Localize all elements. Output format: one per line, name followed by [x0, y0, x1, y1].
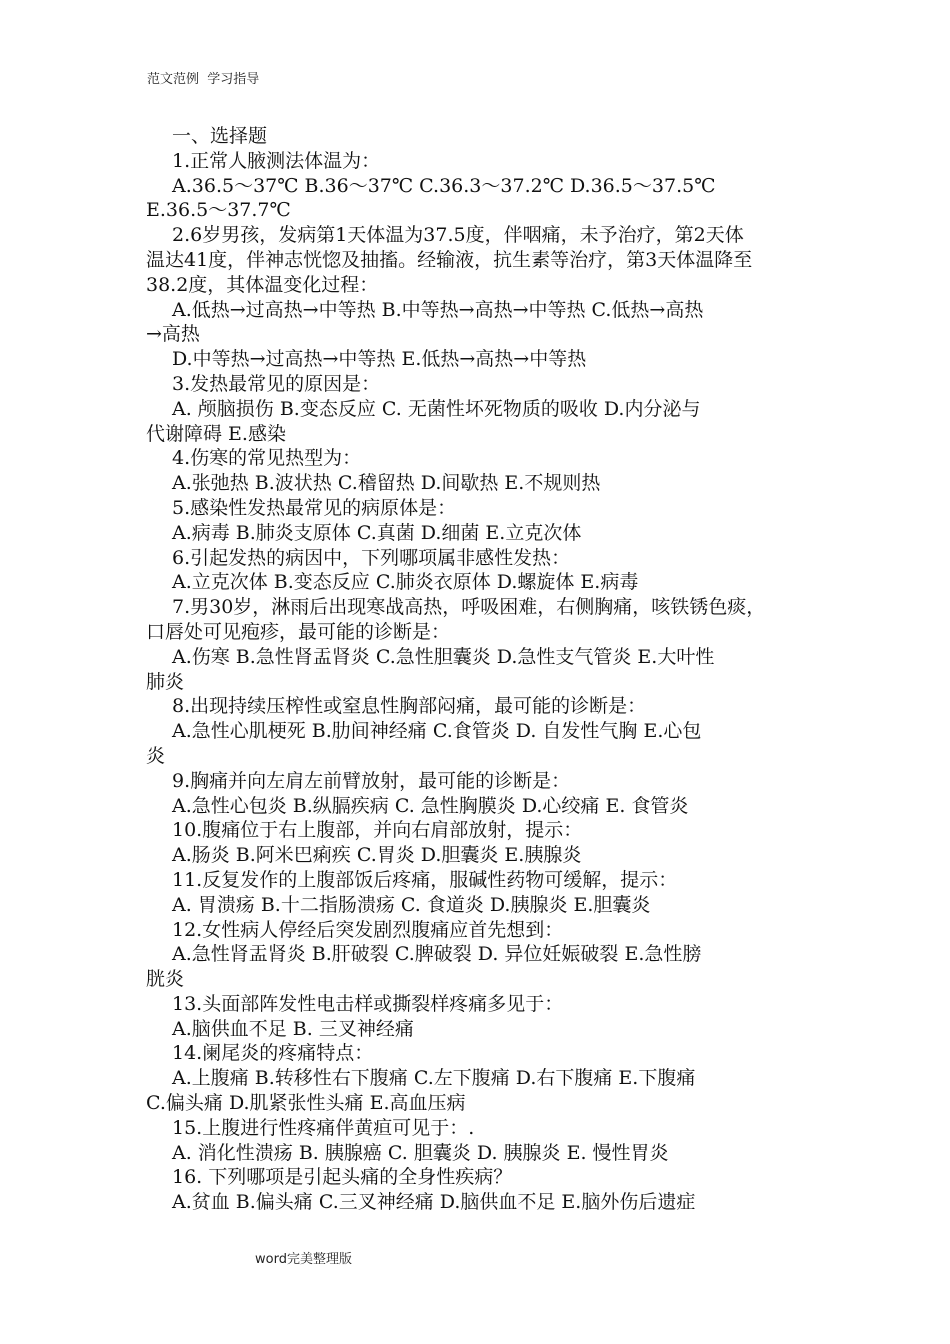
question-2-options-cont: →高热 — [146, 323, 200, 346]
question-1-options: A.36.5～37℃ B.36～37℃ C.36.3～37.2℃ D.36.5～37.5℃ — [172, 174, 716, 197]
question-13: 13.头面部阵发性电击样或撕裂样疼痛多见于： — [172, 992, 564, 1015]
document-body — [146, 124, 810, 1215]
question-9-options: A.急性心包炎 B.纵膈疾病 C. 急性胸膜炎 D.心绞痛 E. 食管炎 — [172, 794, 689, 817]
question-15: 15.上腹进行性疼痛伴黄疸可见于：. — [172, 1116, 475, 1139]
question-9: 9.胸痛并向左肩左前臂放射，最可能的诊断是： — [172, 769, 571, 792]
question-5-options: A.病毒 B.肺炎支原体 C.真菌 D.细菌 E.立克次体 — [172, 521, 582, 544]
question-10: 10.腹痛位于右上腹部，并向右肩部放射，提示： — [172, 819, 583, 842]
question-7: 7.男30岁，淋雨后出现寒战高热，呼吸困难，右侧胸痛，咳铁锈色痰， — [172, 596, 766, 619]
section-title: 一、选择题 — [172, 125, 268, 147]
question-7-options-cont: 肺炎 — [146, 670, 185, 693]
page-header: 范文范例 学习指导 — [147, 72, 260, 87]
question-1: 1.正常人腋测法体温为： — [172, 149, 381, 172]
question-8-options-cont: 炎 — [146, 744, 166, 767]
question-4-options: A.张弛热 B.波状热 C.稽留热 D.间歇热 E.不规则热 — [172, 472, 601, 495]
question-14-options-cont: C.偏头痛 D.肌紧张性头痛 E.高血压病 — [146, 1092, 466, 1115]
question-8: 8.出现持续压榨性或窒息性胸部闷痛，最可能的诊断是： — [172, 695, 647, 718]
question-2-options: A.低热→过高热→中等热 B.中等热→高热→中等热 C.低热→高热 — [172, 298, 704, 321]
question-6: 6.引起发热的病因中，下列哪项属非感性发热： — [172, 546, 571, 569]
question-11: 11.反复发作的上腹部饭后疼痛，服碱性药物可缓解，提示： — [172, 868, 678, 891]
question-15-options: A. 消化性溃疡 B. 胰腺癌 C. 胆囊炎 D. 胰腺炎 E. 慢性胃炎 — [172, 1141, 669, 1164]
page-footer: word完美整理版 — [255, 1252, 352, 1267]
question-14: 14.阑尾炎的疼痛特点： — [172, 1042, 374, 1065]
question-7-cont: 口唇处可见疱疹，最可能的诊断是： — [146, 620, 451, 643]
question-4: 4.伤寒的常见热型为： — [172, 447, 362, 470]
question-11-options: A. 胃溃疡 B.十二指肠溃疡 C. 食道炎 D.胰腺炎 E.胆囊炎 — [172, 893, 651, 916]
question-7-options: A.伤寒 B.急性肾盂肾炎 C.急性胆囊炎 D.急性支气管炎 E.大叶性 — [172, 645, 715, 668]
question-12: 12.女性病人停经后突发剧烈腹痛应首先想到： — [172, 918, 564, 941]
question-2-cont: 温达41度，伴神志恍惚及抽搐。经输液，抗生素等治疗，第3天体温降至 — [146, 248, 753, 271]
question-14-options: A.上腹痛 B.转移性右下腹痛 C.左下腹痛 D.右下腹痛 E.下腹痛 — [172, 1067, 696, 1090]
question-1-options-cont: E.36.5～37.7℃ — [146, 199, 291, 222]
question-2: 2.6岁男孩，发病第1天体温为37.5度，伴咽痛，未予治疗，第2天体 — [172, 224, 744, 247]
question-16-options: A.贫血 B.偏头痛 C.三叉神经痛 D.脑供血不足 E.脑外伤后遗症 — [172, 1191, 696, 1214]
question-13-options: A.脑供血不足 B. 三叉神经痛 — [172, 1017, 414, 1040]
question-12-options: A.急性肾盂肾炎 B.肝破裂 C.脾破裂 D. 异位妊娠破裂 E.急性膀 — [172, 943, 702, 966]
question-3-options: A. 颅脑损伤 B.变态反应 C. 无菌性坏死物质的吸收 D.内分泌与 — [172, 397, 701, 420]
question-5: 5.感染性发热最常见的病原体是： — [172, 496, 457, 519]
question-10-options: A.肠炎 B.阿米巴痢疾 C.胃炎 D.胆囊炎 E.胰腺炎 — [172, 844, 582, 867]
question-8-options: A.急性心肌梗死 B.肋间神经痛 C.食管炎 D. 自发性气胸 E.心包 — [172, 720, 702, 743]
question-6-options: A.立克次体 B.变态反应 C.肺炎衣原体 D.螺旋体 E.病毒 — [172, 571, 639, 594]
question-2-cont: 38.2度，其体温变化过程： — [146, 273, 379, 296]
question-2-options-cont: D.中等热→过高热→中等热 E.低热→高热→中等热 — [172, 348, 587, 371]
question-16: 16. 下列哪项是引起头痛的全身性疾病？ — [172, 1166, 513, 1189]
question-3: 3.发热最常见的原因是： — [172, 372, 381, 395]
question-12-options-cont: 胱炎 — [146, 968, 185, 991]
question-3-options-cont: 代谢障碍 E.感染 — [146, 422, 286, 445]
